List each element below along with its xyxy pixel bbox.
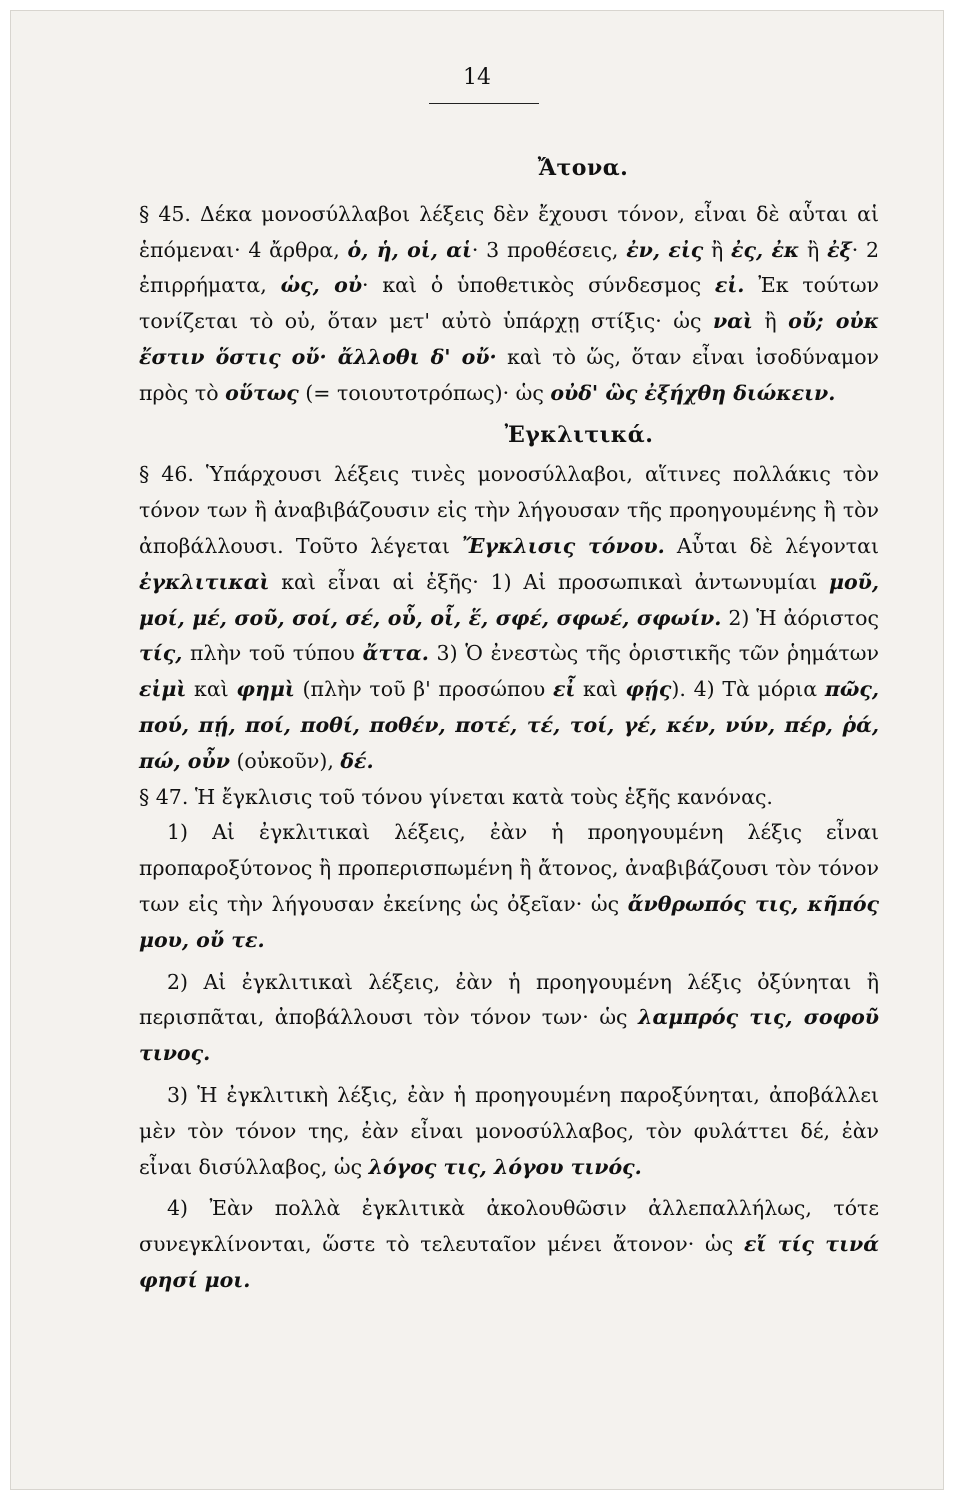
text-run: § 45. Δέκα μονοσύλλαβοι λέξεις δὲν ἔχουσι τόνον, εἶναι δὲ αὗται αἱ ἑπόμεναι· 4 ἄρθρα, bbox=[139, 201, 879, 262]
example-run: μοῦ, μοί, μέ, σοῦ, σοί, σέ, οὗ, οἷ, ἕ, σφέ, σφωέ, σφωίν. bbox=[139, 569, 879, 630]
example-run: ἄττα. bbox=[362, 641, 429, 666]
example-run: ὁ, ἡ, οἱ, αἱ bbox=[347, 237, 472, 262]
text-run: 4) Ἐὰν πολλὰ ἐγκλιτικὰ ἀκολουθῶσιν ἀλλεπαλλήλως, τότε συνεγκλίνονται, ὥστε τὸ τελευταῖον μένει ἄτονον· ὡς bbox=[139, 1196, 879, 1257]
text-run: · 3 προθέσεις, bbox=[471, 237, 627, 262]
example-run: φημὶ bbox=[236, 677, 295, 702]
text-run: ). 4) Τὰ μόρια bbox=[671, 677, 825, 702]
rule-3 bbox=[139, 1078, 879, 1185]
page-number-rule bbox=[429, 103, 539, 104]
text-run: καὶ τὸ ὥς, ὅταν εἶναι ἰσοδύναμον πρὸς τὸ bbox=[139, 344, 879, 405]
example-run: εἰμὶ bbox=[139, 677, 187, 702]
example-run: ναὶ bbox=[712, 309, 753, 334]
example-run: οὕτως bbox=[225, 380, 299, 405]
text-run: ἢ bbox=[703, 237, 732, 262]
paragraph-46 bbox=[139, 457, 879, 779]
example-run: δέ. bbox=[340, 748, 374, 773]
example-run: ἐς, ἐκ bbox=[731, 237, 800, 262]
text-run: πλὴν τοῦ τύπου bbox=[182, 641, 363, 666]
paragraph-47-intro: § 47. Ἡ ἔγκλισις τοῦ τόνου γίνεται κατὰ τοὺς ἑξῆς κανόνας. bbox=[139, 784, 773, 809]
page-number: 14 bbox=[463, 65, 491, 90]
text-run: ἢ bbox=[799, 237, 828, 262]
example-run: εἰ. bbox=[714, 273, 745, 298]
example-run: ἐν, εἰς bbox=[626, 237, 704, 262]
example-run: πῶς, πού, πῄ, ποί, ποθί, ποθέν, ποτέ, τέ, τοί, γέ, κέν, νύν, πέρ, ῥά, πώ, οὖν bbox=[139, 677, 879, 773]
text-run: (πλὴν τοῦ β' προσώπου bbox=[294, 677, 553, 702]
rule-1 bbox=[139, 815, 879, 958]
page-body bbox=[139, 151, 879, 1299]
text-run: (οὐκοῦν), bbox=[229, 748, 341, 773]
rule-2 bbox=[139, 965, 879, 1072]
example-run: οὔ; οὐκ ἔστιν ὅστις οὔ· ἄλλοθι δ' οὔ· bbox=[139, 309, 879, 369]
example-run: λαμπρός τις, σοφοῦ τινος. bbox=[139, 1005, 879, 1066]
example-run: ἐξ bbox=[827, 237, 852, 262]
example-run: ὡς, οὐ bbox=[280, 273, 363, 298]
example-run: ἐγκλιτικαὶ bbox=[139, 569, 270, 594]
text-run: Αὗται δὲ λέγονται bbox=[664, 533, 880, 558]
text-run: καὶ εἶναι αἱ ἑξῆς· 1) Αἱ προσωπικαὶ ἀντωνυμίαι bbox=[269, 569, 829, 594]
text-run: 1) Αἱ ἐγκλιτικαὶ λέξεις, ἐὰν ἡ προηγουμένη λέξις εἶναι προπαροξύτονος ἢ προπερισπωμένη ἢ ἄτονος, ἀναβιβάζουσι τὸν τόνον των εἰς τὴν λήγουσαν ἐκείνης ὡς ὀξεῖαν· ὡς bbox=[139, 820, 879, 916]
text-run: ἢ bbox=[752, 309, 789, 334]
book-page bbox=[10, 10, 944, 1490]
paragraph-45 bbox=[139, 197, 879, 412]
example-run: ἄνθρωπός τις, κῆπός μου, οὔ τε. bbox=[139, 891, 879, 952]
text-run: · 2 ἐπιρρήματα, bbox=[139, 237, 880, 298]
heading-atona: Ἄτονα. bbox=[537, 155, 629, 181]
text-run: 3) Ἡ ἐγκλιτικὴ λέξις, ἐὰν ἡ προηγουμένη παροξύνηται, ἀποβάλλει μὲν τὸν τόνον της, ἐὰν εἶναι μονοσύλλαβος, τὸν φυλάττει δέ, ἐὰν εἶναι δισύλλαβος, ὡς bbox=[139, 1082, 879, 1179]
example-run: οὐδ' ὣς ἐξήχθη διώκειν. bbox=[550, 380, 836, 405]
rule-4 bbox=[139, 1191, 879, 1298]
text-run: (= τοιουτοτρόπως)· ὡς bbox=[298, 380, 551, 405]
example-run: εἶ bbox=[552, 677, 576, 702]
text-run: · καὶ ὁ ὑποθετικὸς σύνδεσμος bbox=[362, 273, 715, 298]
text-run: καὶ bbox=[575, 677, 626, 702]
heading-enklitika: Ἐγκλιτικά. bbox=[504, 421, 654, 448]
example-run: τίς, bbox=[139, 641, 183, 666]
text-run: 3) Ὁ ἐνεστὼς τῆς ὁριστικῆς τῶν ῥημάτων bbox=[428, 641, 879, 666]
text-run: 2) Αἱ ἐγκλιτικαὶ λέξεις, ἐὰν ἡ προηγουμένη λέξις ὀξύνηται ἢ περισπᾶται, ἀποβάλλουσι τὸν τόνον των· ὡς bbox=[139, 969, 879, 1030]
text-run: 2) Ἡ ἀόριστος bbox=[721, 605, 879, 630]
example-run: εἴ τίς τινά φησί μοι. bbox=[139, 1232, 879, 1292]
example-run: λόγος τις, λόγου τινός. bbox=[368, 1154, 642, 1179]
text-run: § 46. Ὑπάρχουσι λέξεις τινὲς μονοσύλλαβοι, αἵτινες πολλάκις τὸν τόνον των ἢ ἀναβιβάζουσιν εἰς τὴν λήγουσαν τῆς προηγουμένης ἢ τὸν ἀποβάλλουσι. Τοῦτο λέγεται bbox=[139, 462, 879, 558]
example-run: φῄς bbox=[625, 677, 672, 702]
example-run: Ἔγκλισις τόνου. bbox=[462, 533, 665, 558]
text-run: καὶ bbox=[186, 677, 237, 702]
text-run: Ἐκ τούτων τονίζεται τὸ οὐ, ὅταν μετ' αὐτὸ ὑπάρχῃ στίξις· ὡς bbox=[139, 273, 879, 334]
